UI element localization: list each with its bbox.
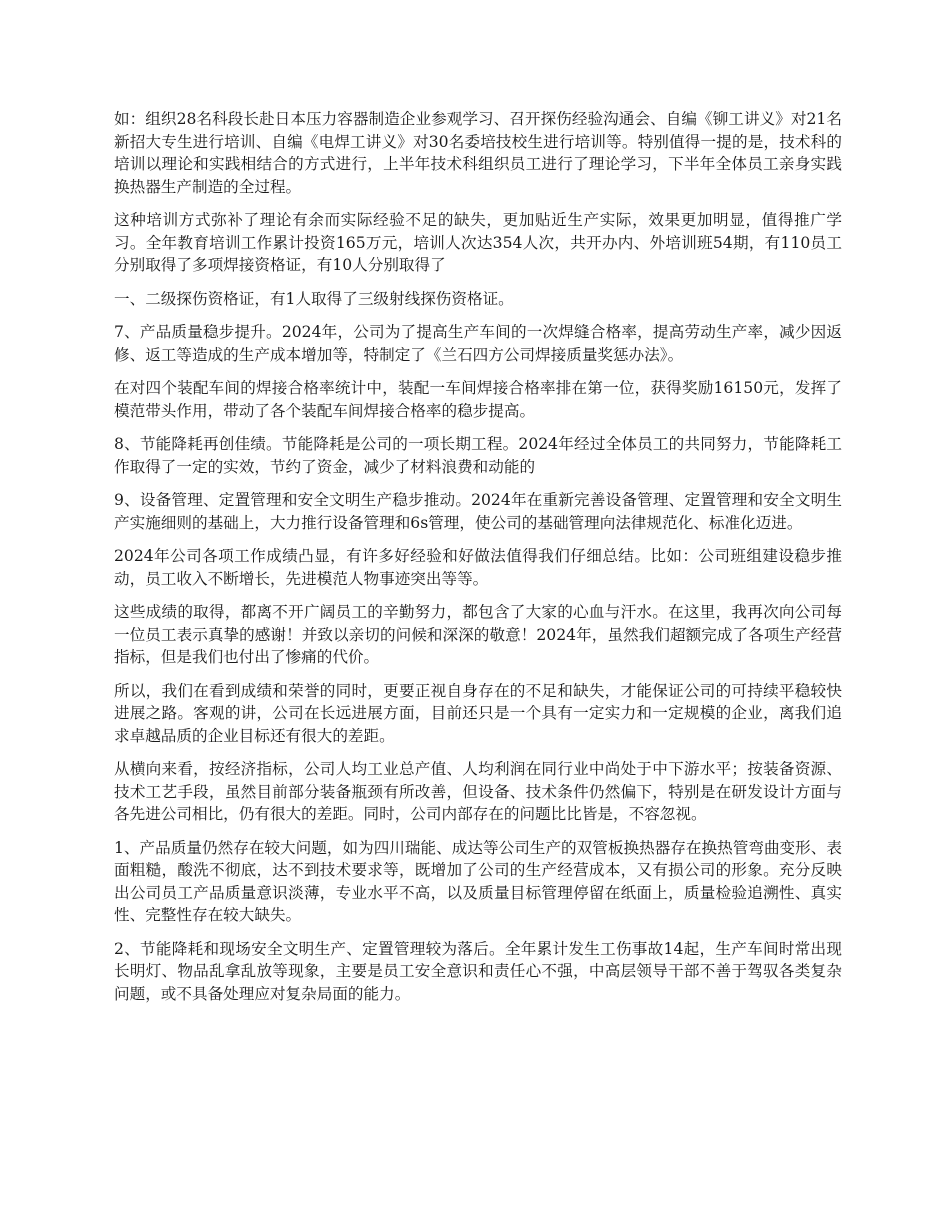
paragraph-training-examples: 如：组织28名科段长赴日本压力容器制造企业参观学习、召开探伤经验沟通会、自编《铆工讲义》对21名新招大专生进行培训、自编《电焊工讲义》对30名委培技校生进行培训等。特别值得一提的是，技术科的培训以理论和实践相结合的方式进行，上半年技术科组织员工进行了理论学习，下半年全体员工亲身实践换热器生产制造的全过程。: [114, 110, 842, 196]
paragraph-item-8-energy: 8、节能降耗再创佳绩。节能降耗是公司的一项长期工程。2024年经过全体员工的共同努力，节能降耗工作取得了一定的实效，节约了资金，减少了材料浪费和动能的: [114, 435, 842, 476]
paragraph-problem-1-quality: 1、产品质量仍然存在较大问题，如为四川瑞能、成达等公司生产的双管板换热器存在换热管弯曲变形、表面粗糙，酸洗不彻底，达不到技术要求等，既增加了公司的生产经营成本，又有损公司的形象。充分反映出公司员工产品质量意识淡薄，专业水平不高，以及质量目标管理停留在纸面上，质量检验追溯性、真实性、完整性存在较大缺失。: [114, 838, 842, 924]
paragraph-item-7-quality: 7、产品质量稳步提升。2024年，公司为了提高生产车间的一次焊缝合格率，提高劳动生产率，减少因返修、返工等造成的生产成本增加等，特制定了《兰石四方公司焊接质量奖惩办法》。: [114, 323, 842, 364]
paragraph-thanks: 这些成绩的取得，都离不开广阔员工的辛勤努力，都包含了大家的心血与汗水。在这里，我再次向公司每一位员工表示真挚的感谢！并致以亲切的问候和深深的敬意！2024年，虽然我们超额完成了各项生产经营指标，但是我们也付出了惨痛的代价。: [114, 603, 842, 666]
paragraph-shortcomings: 所以，我们在看到成绩和荣誉的同时，更要正视自身存在的不足和缺失，才能保证公司的可持续平稳较快进展之路。客观的讲，公司在长远进展方面，目前还只是一个具有一定实力和一定规模的企业，离我们追求卓越品质的企业目标还有很大的差距。: [114, 681, 842, 745]
paragraph-item-9-equipment: 9、设备管理、定置管理和安全文明生产稳步推动。2024年在重新完善设备管理、定置管理和安全文明生产实施细则的基础上，大力推行设备管理和6s管理，使公司的基础管理向法律规范化、标准化迈进。: [114, 491, 842, 532]
paragraph-problem-2-safety: 2、节能降耗和现场安全文明生产、定置管理较为落后。全年累计发生工伤事故14起，生产车间时常出现长明灯、物品乱拿乱放等现象，主要是员工安全意识和责任心不强，中高层领导干部不善于驾驭各类复杂问题，或不具备处理应对复杂局面的能力。: [114, 939, 842, 1003]
paragraph-achievements: 2024年公司各项工作成绩凸显，有许多好经验和好做法值得我们仔细总结。比如：公司班组建设稳步推动，员工收入不断增长，先进模范人物事迹突出等等。: [114, 547, 842, 588]
document-body: [114, 108, 842, 1016]
paragraph-certificates: 一、二级探伤资格证，有1人取得了三级射线探伤资格证。: [114, 289, 514, 308]
paragraph-comparison: 从横向来看，按经济指标，公司人均工业总产值、人均利润在同行业中尚处于中下游水平；按装备资源、技术工艺手段，虽然目前部分装备瓶颈有所改善，但设备、技术条件仍然偏下，特别是在研发设计方面与各先进公司相比，仍有很大的差距。同时，公司内部存在的问题比比皆是，不容忽视。: [114, 760, 842, 823]
paragraph-welding-statistics: 在对四个装配车间的焊接合格率统计中，装配一车间焊接合格率排在第一位，获得奖励16150元，发挥了模范带头作用，带动了各个装配车间焊接合格率的稳步提高。: [114, 379, 842, 420]
paragraph-training-effect: 这种培训方式弥补了理论有余而实际经验不足的缺失，更加贴近生产实际，效果更加明显，值得推广学习。全年教育培训工作累计投资165万元，培训人次达354人次，共开办内、外培训班54期，有110员工分别取得了多项焊接资格证，有10人分别取得了: [114, 211, 842, 274]
